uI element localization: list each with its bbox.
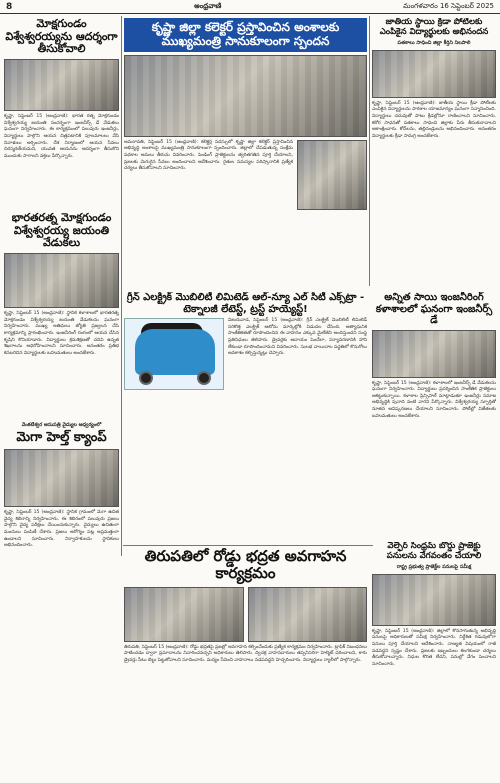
article-body: కృష్ణా, సెప్టెంబర్ 15 (ఆంధ్రవాణి): స్థానిక కళాశాలలో భారతరత్న మోక్షగుండం విశ్వేశ్వరయ్య జయంతి వేడుకలను ఘనంగా నిర్వహించారు. ముఖ్య అతిథులు జ్యోతి ప్రజ్వలన చేసి కార్యక్రమాన్ని ప్రారంభించారు. ఇంజనీరింగ్ రంగంలో ఆయన చేసిన కృషిని కొనియాడారు. విద్యార్థులు క్రమశిక్షణతో చదివి ఉన్నత శిఖరాలను అధిరోహించాలని సూచించారు. అనంతరం ప్రతిభ కనబరిచిన విద్యార్థులకు బహుమతులు అందజేశారు. (4, 310, 119, 356)
headline: మోక్షగుండం విశ్వేశ్వరయ్యను ఆదర్శంగా తీసుకోవాలి (5, 18, 118, 56)
article-collector-cm (124, 18, 367, 288)
subheadline: పతకాలు సాధించి జిల్లా కీర్తిని నిలపాలి (397, 39, 471, 46)
article-photo (4, 449, 119, 507)
issue-date: మంగళవారం 16 సెప్టెంబర్ 2025 (403, 1, 494, 10)
article-body: అమరావతి, సెప్టెంబర్ 15 (ఆంధ్రవాణి): కలెక్టర్ల సదస్సులో కృష్ణా జిల్లా కలెక్టర్ ప్రస్తావించిన అభివృద్ధి అంశాలపై ముఖ్యమంత్రి సానుకూలంగా స్పందించారు. జిల్లాలో చేపడుతున్న సంక్షేమ పథకాల అమలు తీరును వివరించారు. పెండింగ్ ప్రాజెక్టులను త్వరితగతిన పూర్తి చేయాలని, ప్రజలకు మెరుగైన సేవలు అందించాలని ఆదేశించారు. రైతుల సమస్యల పరిష్కారానికి ప్రత్యేక చర్యలు తీసుకోవాలని సూచించారు. (124, 139, 293, 172)
article-photo-secondary (248, 587, 368, 642)
article-engineers-day (372, 292, 496, 538)
article-photo (124, 587, 244, 642)
article-photo (372, 50, 496, 98)
kicker: వెంకటేశ్వర ఆసుపత్రి వైద్యుల ఆధ్వర్యంలో (21, 422, 102, 428)
article-body: కృష్ణా, సెప్టెంబర్ 15 (ఆంధ్రవాణి): జిల్లాలో కొనసాగుతున్న అభివృద్ధి పనులపై అధికారులతో సమీక్ష నిర్వహించారు. నిర్దేశిత గడువులోగా పనులు పూర్తి చేయాలని ఆదేశించారు. నాణ్యత విషయంలో రాజీ పడవద్దని స్పష్టం చేశారు. ప్రజలకు ఇబ్బందులు కలగకుండా చర్యలు తీసుకోవాలన్నారు. నిధుల కొరత లేదని, పనుల్లో వేగం పెంచాలని సూచించారు. (372, 628, 496, 667)
article-body: విజయవాడ, సెప్టెంబర్ 15 (ఆంధ్రవాణి): గ్రీన్ ఎలక్ట్రిక్ మొబిలిటీ లిమిటెడ్ సరికొత్త ఎలక్ట్రిక్ ఆటోను మార్కెట్లోకి విడుదల చేసింది. అత్యాధునిక సాంకేతికతతో రూపొందించిన ఈ వాహనం ఎక్కువ మైలేజీని అందిస్తుందని సంస్థ ప్రతినిధులు తెలిపారు. డ్రైవర్లకు ఆదాయం పెంచేలా, పర్యావరణానికి హాని లేకుండా రూపొందించామని వివరించారు. సులభ వాయిదాల పద్ధతిలో కొనుగోలు అవకాశం కల్పిస్తున్నట్లు చెప్పారు. (228, 318, 367, 357)
article-body: కృష్ణా, సెప్టెంబర్ 15 (ఆంధ్రవాణి): జాతీయ స్థాయి క్రీడా పోటీలకు ఎంపికైన విద్యార్థులను పాఠశాల యాజమాన్యం ఘనంగా సన్మానించింది. విద్యార్థులు చదువుతో పాటు క్రీడల్లోనూ రాణించాలని సూచించారు. కఠోర సాధనతో పతకాలు సాధించి జిల్లాకు పేరు తీసుకురావాలని ఆకాంక్షించారు. కోచ్‌లను, తల్లిదండ్రులను అభినందించారు. అనంతరం విద్యార్థులకు క్రీడా సామగ్రి అందజేశారు. (372, 100, 496, 139)
article-electric-auto (124, 292, 367, 428)
paper-name: అంధ్రవాణి (194, 1, 222, 10)
article-photo (372, 574, 496, 626)
masthead (0, 0, 500, 14)
article-photo (372, 330, 496, 378)
headline: జాతీయ స్థాయి క్రీడా పోటీలకు ఎంపికైన విద్యార్థులకు అభినందన (379, 18, 489, 37)
article-project-review (372, 542, 496, 780)
article-sports-selection (372, 18, 496, 288)
article-body: కృష్ణా, సెప్టెంబర్ 15 (ఆంధ్రవాణి): స్థానిక గ్రామంలో మెగా ఉచిత వైద్య శిబిరాన్ని నిర్వహించారు. ఈ శిబిరంలో పలువురు ప్రజలు పాల్గొని వైద్య పరీక్షలు చేయించుకున్నారు. వైద్యులు ఉచితంగా మందులు పంపిణీ చేశారు. ప్రజలు ఆరోగ్యం పట్ల అప్రమత్తంగా ఉండాలని సూచించారు. నిర్వాహకులను స్థానికులు అభినందించారు. (4, 509, 119, 549)
article-photo (124, 55, 367, 137)
article-photo-secondary (297, 140, 367, 210)
page-number: 8 (6, 1, 13, 12)
article-body: కృష్ణా, సెప్టెంబర్ 15 (ఆంధ్రవాణి): భారత రత్న మోక్షగుండం విశ్వేశ్వరయ్య జయంతి సందర్భంగా ఇంజనీర్స్ డే వేడుకలు ఘనంగా నిర్వహించారు. ఈ కార్యక్రమంలో పలువురు ఇంజనీర్లు, విద్యార్థులు పాల్గొని ఆయన చిత్రపటానికి పూలమాలలు వేసి నివాళులు అర్పించారు. దేశ నిర్మాణంలో ఆయన సేవలు చిరస్మరణీయమని, యువత ఆయనను ఆదర్శంగా తీసుకొని ముందుకు సాగాలని వక్తలు పేర్కొన్నారు. (4, 113, 119, 159)
article-body: తిరుపతి, సెప్టెంబర్ 15 (ఆంధ్రవాణి): రోడ్డు భద్రతపై ప్రజల్లో అవగాహన కల్పించేందుకు ప్రత్యేక కార్యక్రమం నిర్వహించారు. ట్రాఫిక్ నిబంధనలు పాటించడం ద్వారా ప్రమాదాలను నివారించవచ్చని అధికారులు తెలిపారు. ద్విచక్ర వాహనదారులు తప్పనిసరిగా హెల్మెట్ ధరించాలని, కారు డ్రైవర్లు సీటు బెల్టు పెట్టుకోవాలని సూచించారు. మద్యం సేవించి వాహనాలు నడపవద్దని హెచ్చరించారు. విద్యార్థులు ర్యాలీలో పాల్గొన్నారు. (124, 644, 367, 663)
headline: తిరుపతిలో రోడ్డు భద్రత అవగాహన కార్యక్రమం (144, 548, 347, 583)
article-photo (4, 59, 119, 111)
headline: గ్రీన్ ఎలక్ట్రిక్ మొబిలిటీ లిమిటెడ్ ఆల్-న్యూ ఎల్ సిటీ ఎక్స్‌ట్రా - టెక్నాలజీ లేటెస్ట్, ట్రస్ట్ హయ్యెస్ట్! (126, 292, 365, 315)
headline: అన్నిత సాయి ఇంజనీరింగ్ కళాశాలలో ఘనంగా ఇంజనీర్స్ డే (375, 292, 493, 326)
headline: వెల్ఫేర్ సింధ్రమ్ బోర్డు ప్రాజెక్టు పనులను వేగవంతం చేయాలి (386, 542, 482, 561)
headline: భారతరత్న మోక్షగుండం విశ్వేశ్వరయ్య జయంతి వేడుకలు (11, 212, 112, 250)
article-mega-health-camp (4, 422, 119, 780)
article-visvesvaraya-ideal (4, 18, 119, 208)
headline: మెగా హెల్త్ క్యాంప్ (16, 430, 107, 445)
headline: కృష్ణా జిల్లా కలెక్టర్ ప్రస్తావించిన అంశాలకు ముఖ్యమంత్రి సానుకూలంగా స్పందన (124, 18, 367, 52)
auto-rickshaw-image (124, 318, 224, 390)
subheadline: రాష్ట్ర ప్రభుత్వ ప్రాజెక్ట్‌ల పనులపై సమీక్ష (396, 563, 472, 570)
article-body: కృష్ణా, సెప్టెంబర్ 15 (ఆంధ్రవాణి): కళాశాలలో ఇంజనీర్స్ డే వేడుకలను ఘనంగా నిర్వహించారు. విద్యార్థులు ప్రదర్శించిన సాంకేతిక ప్రాజెక్టులు ఆకట్టుకున్నాయి. కళాశాల ప్రిన్సిపాల్ మాట్లాడుతూ ఇంజనీర్లు సమాజ అభివృద్ధికి పునాది వంటి వారని పేర్కొన్నారు. విశ్వేశ్వరయ్య స్ఫూర్తితో నూతన ఆవిష్కరణలు చేయాలని సూచించారు. పోటీల్లో విజేతలకు బహుమతులు అందజేశారు. (372, 380, 496, 419)
article-photo (4, 253, 119, 308)
article-bharatratna-jayanti (4, 212, 119, 417)
article-road-safety (124, 548, 367, 780)
